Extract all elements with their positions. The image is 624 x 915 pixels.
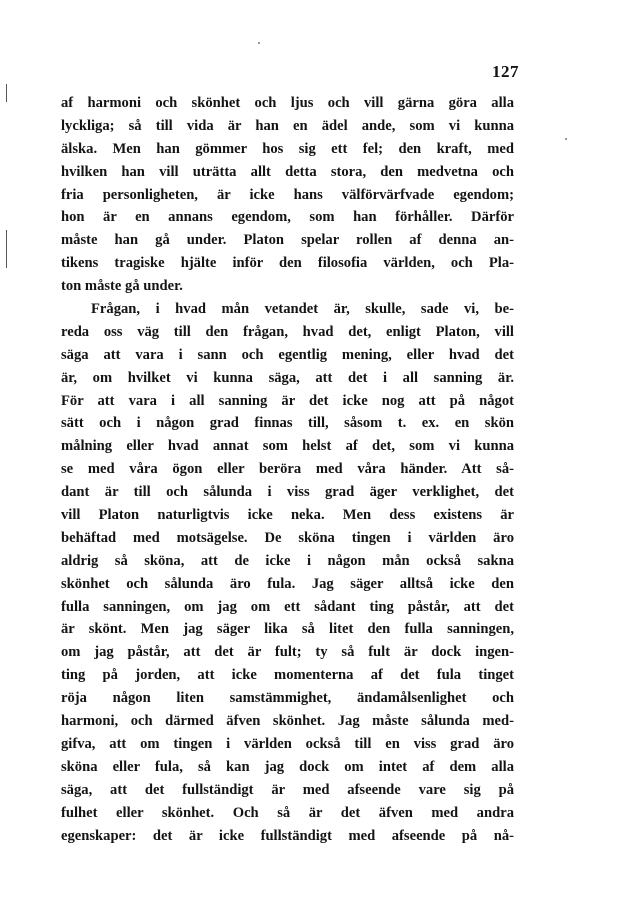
- print-speck: [258, 42, 260, 44]
- text-line: säga, att det fullständigt är med afseende vare sig på: [61, 781, 514, 798]
- text-line: egenskaper: det är icke fullständigt med afseende på nå-: [61, 827, 514, 844]
- text-line: fulhet eller skönhet. Och så är det äfven med andra: [61, 804, 514, 821]
- text-line: säga att vara i sann och egentlig mening, eller hvad det: [61, 346, 514, 363]
- text-line: sköna eller fula, så kan jag dock om intet af dem alla: [61, 758, 514, 775]
- page-number: 127: [492, 62, 519, 81]
- print-speck: [565, 138, 567, 140]
- text-line: behäftad med motsägelse. De sköna tingen i världen äro: [61, 529, 514, 546]
- text-line: hvilken han vill uträtta allt detta stora, den medvetna och: [61, 163, 514, 180]
- text-line: reda oss väg till den frågan, hvad det, enligt Platon, vill: [61, 323, 514, 340]
- text-line: vill Platon naturligtvis icke neka. Men dess existens är: [61, 507, 514, 524]
- text-line: För att vara i all sanning är det icke nog att på något: [61, 392, 514, 409]
- text-line: hon är en annans egendom, som han förhåller. Därför: [61, 209, 514, 226]
- text-line: målning eller hvad annat som helst af det, som vi kunna: [61, 438, 514, 455]
- text-line: tikens tragiske hjälte inför den filosofia världen, och Pla-: [61, 255, 514, 272]
- text-line: dant är till och sålunda i viss grad äger verklighet, det: [61, 484, 514, 501]
- text-line: är, om hvilket vi kunna säga, att det i all sanning är.: [61, 369, 514, 386]
- text-line: sätt och i någon grad finnas till, såsom t. ex. en skön: [61, 415, 514, 432]
- text-line: fulla sanningen, om jag om ett sådant ting påstår, att det: [61, 598, 514, 615]
- text-line: af harmoni och skönhet och ljus och vill gärna göra alla: [61, 95, 514, 111]
- text-line: se med våra ögon eller beröra med våra händer. Att så-: [61, 461, 514, 478]
- text-line: ting på jorden, att icke momenterna af det fula tinget: [61, 667, 514, 684]
- left-margin-mark: [6, 84, 7, 102]
- text-line: harmoni, och därmed äfven skönhet. Jag måste sålunda med-: [61, 713, 514, 730]
- text-line: om jag påstår, att det är fult; ty så fult är dock ingen-: [61, 644, 514, 661]
- text-line: lyckliga; så till vida är han en ädel ande, som vi kunna: [61, 117, 514, 134]
- text-line: röja någon liten samstämmighet, ändamålsenlighet och: [61, 690, 514, 707]
- text-line: fria personligheten, är icke hans välförvärfvade egendom;: [61, 186, 514, 203]
- left-margin-mark: [6, 230, 7, 268]
- text-line: älska. Men han gömmer hos sig ett fel; den kraft, med: [61, 140, 514, 157]
- paragraph-end-line: ton måste gå under.: [61, 278, 183, 295]
- text-line: gifva, att om tingen i världen också till en viss grad äro: [61, 735, 514, 752]
- text-line: aldrig så sköna, att de icke i någon mån också sakna: [61, 552, 514, 569]
- text-line: måste han gå under. Platon spelar rollen af denna an-: [61, 232, 514, 249]
- paragraph-start-line: Frågan, i hvad mån vetandet är, skulle, sade vi, be-: [91, 301, 514, 318]
- text-line: skönhet och sålunda äro fula. Jag säger alltså icke den: [61, 575, 514, 592]
- text-line: är skönt. Men jag säger lika så litet den fulla sanningen,: [61, 621, 514, 638]
- body-text: [61, 92, 514, 847]
